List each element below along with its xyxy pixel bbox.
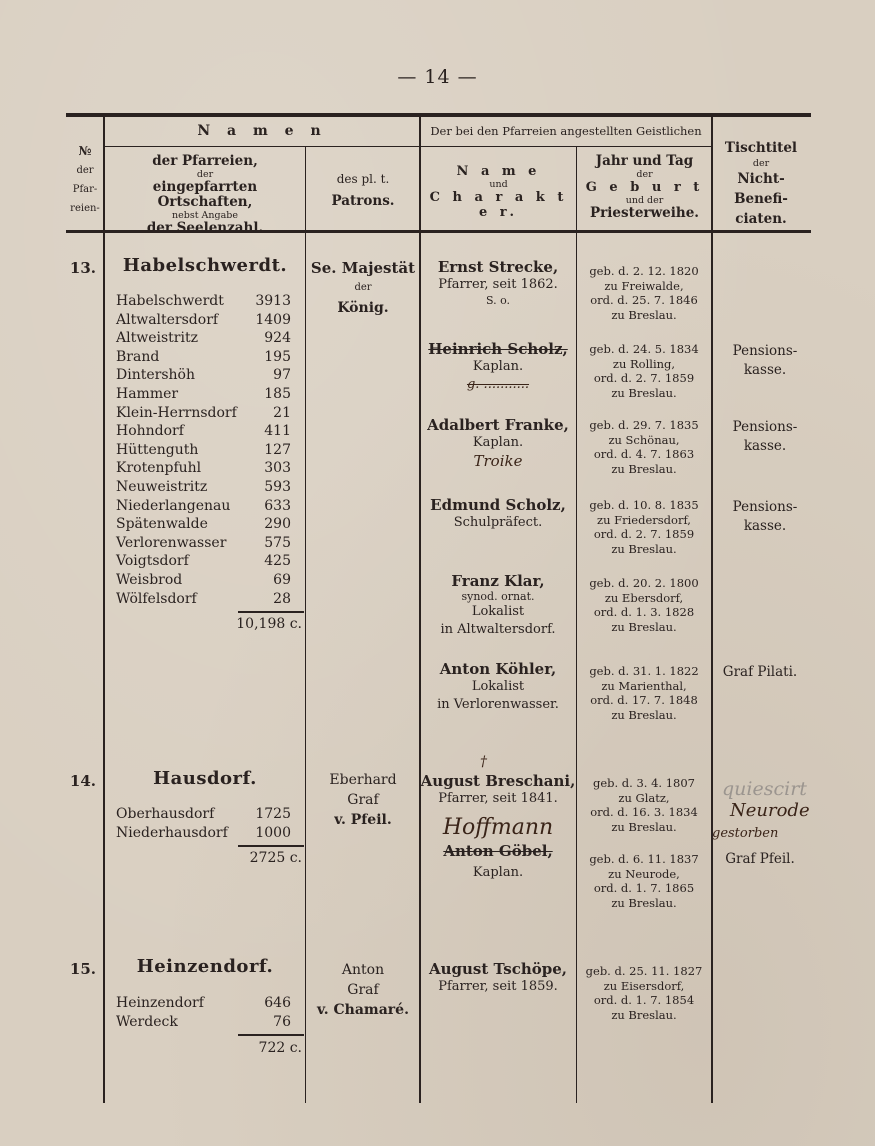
list-item: Heinzendorf 646	[116, 995, 291, 1011]
village-list	[116, 292, 291, 608]
list-item: Altwaltersdorf 1409	[116, 311, 291, 328]
cleric-entry: Edmund Scholz, Schulpräfect.	[430, 496, 566, 530]
tischtitel: Graf Pilati.	[722, 664, 798, 680]
total-rule	[238, 1034, 304, 1036]
list-item: Spätenwalde 290	[116, 516, 291, 533]
header-clergy-group: Der bei den Pfarreien angestellten Geistlichen	[430, 124, 702, 138]
cleric-dates: geb. d. 25. 11. 1827 zu Eisersdorf, ord. d. 1. 7. 1854 zu Breslau.	[585, 964, 703, 1022]
handwritten-pencil-note: quiescirt	[722, 778, 807, 800]
list-item: Klein-Herrnsdorf 21	[116, 404, 291, 421]
cleric-entry: Hoffmann Anton Göbel, Kaplan.	[420, 814, 576, 882]
list-item: Hohndorf 411	[116, 423, 291, 440]
patron: Anton Graf v. Chamaré.	[317, 962, 409, 1018]
total-rule	[238, 845, 304, 847]
header-col-parishes: der Pfarreien, der eingepfarrten Ortschaften, nebst Angabe der Seelenzahl.	[146, 153, 264, 236]
soul-total: 10,198 c.	[236, 616, 302, 632]
cleric-dates: geb. d. 2. 12. 1820 zu Freiwalde, ord. d. 25. 7. 1846 zu Breslau.	[589, 264, 699, 322]
cleric-entry: Anton Köhler, Lokalist in Verlorenwasser.	[437, 660, 559, 712]
list-item: Hüttenguth 127	[116, 441, 291, 458]
clergy-group-rule	[420, 146, 712, 147]
cleric-dates: geb. d. 31. 1. 1822 zu Marienthal, ord. d. 17. 7. 1848 zu Breslau.	[589, 664, 699, 722]
patron: Eberhard Graf v. Pfeil.	[329, 772, 397, 828]
handwritten-mark: †	[480, 754, 487, 770]
list-item: Werdeck 76	[116, 1013, 291, 1030]
list-item: Oberhausdorf 1725	[116, 806, 291, 822]
cleric-dates: geb. d. 3. 4. 1807 zu Glatz, ord. d. 16. 3. 1834 zu Breslau.	[590, 776, 698, 834]
parish-number: 15.	[69, 960, 96, 978]
handwritten-note: Troike	[473, 452, 523, 470]
tischtitel: Graf Pfeil.	[725, 851, 795, 867]
list-item: Voigtsdorf 425	[116, 553, 291, 570]
header-col-no: № der Pfar- reien-	[70, 144, 100, 214]
header-namen-group: N a m e n	[197, 123, 327, 139]
list-item: Neuweistritz 593	[116, 478, 291, 495]
handwritten-note: Hoffmann	[442, 815, 554, 840]
handwritten-ink-note: gestorben	[712, 826, 779, 841]
list-item: Verlorenwasser 575	[116, 534, 291, 551]
tischtitel: Pensions-kasse.	[732, 419, 798, 454]
cleric-dates: geb. d. 10. 8. 1835 zu Friedersdorf, ord. d. 2. 7. 1859 zu Breslau.	[589, 498, 699, 556]
village-list	[116, 805, 291, 842]
cleric-entry: Ernst Strecke, Pfarrer, seit 1862. S. o.	[437, 258, 559, 307]
list-item: Habelschwerdt 3913	[116, 293, 291, 309]
soul-total: 2725 c.	[249, 850, 302, 866]
header-col-dates: Jahr und Tag der G e b u r t und der Priesterweihe.	[585, 153, 704, 221]
cleric-entry: August Breschani, Pfarrer, seit 1841.	[420, 772, 576, 806]
cleric-dates: geb. d. 29. 7. 1835 zu Schönau, ord. d. 4. 7. 1863 zu Breslau.	[589, 418, 699, 476]
page-number: — 14 —	[397, 66, 478, 88]
col-divider-5	[711, 116, 713, 1103]
list-item: Niederhausdorf 1000	[116, 824, 291, 841]
cleric-entry: August Tschöpe, Pfarrer, seit 1859.	[428, 960, 568, 994]
header-col-name: N a m e und C h a r a k t e r.	[429, 164, 568, 220]
total-rule	[238, 611, 304, 613]
header-col-patron: des pl. t. Patrons.	[331, 172, 395, 209]
parish-name: Heinzendorf.	[136, 956, 274, 977]
list-item: Niederlangenau 633	[116, 497, 291, 514]
list-item: Hammer 185	[116, 385, 291, 402]
cleric-dates: geb. d. 20. 2. 1800 zu Ebersdorf, ord. d. 1. 3. 1828 zu Breslau.	[589, 576, 699, 634]
cleric-entry: Franz Klar, synod. ornat. Lokalist in Altwaltersdorf.	[440, 572, 556, 637]
tischtitel: Pensions-kasse.	[732, 343, 798, 378]
handwritten-ink-note: Neurode	[730, 800, 810, 821]
cleric-entry: Heinrich Scholz, Kaplan. g. ...........	[420, 340, 576, 394]
list-item: Altweistritz 924	[116, 330, 291, 347]
cleric-dates: geb. d. 6. 11. 1837 zu Neurode, ord. d. 1. 7. 1865 zu Breslau.	[589, 852, 699, 910]
namen-group-rule	[104, 146, 420, 147]
parish-number: 14.	[69, 772, 96, 790]
parish-name: Habelschwerdt.	[122, 255, 288, 276]
parish-number: 13.	[69, 259, 96, 277]
list-item: Krotenpfuhl 303	[116, 460, 291, 477]
header-col-titel: Tischtitel der Nicht-Benefi- ciaten.	[724, 140, 798, 227]
list-item: Weisbrod 69	[116, 571, 291, 588]
list-item: Wölfelsdorf 28	[116, 590, 291, 607]
cleric-dates: geb. d. 24. 5. 1834 zu Rolling, ord. d. 2. 7. 1859 zu Breslau.	[589, 342, 699, 400]
list-item: Brand 195	[116, 348, 291, 365]
list-item: Dintershöh 97	[116, 367, 291, 384]
cleric-entry: Adalbert Franke, Kaplan. Troike	[420, 416, 576, 470]
tischtitel: Pensions-kasse.	[732, 499, 798, 534]
soul-total: 722 c.	[258, 1040, 302, 1056]
table-top-rule	[66, 113, 811, 117]
village-list	[116, 994, 291, 1031]
patron: Se. Majestät der König.	[310, 259, 416, 316]
parish-name: Hausdorf.	[153, 768, 257, 789]
handwritten-note: g. ...........	[466, 377, 530, 392]
